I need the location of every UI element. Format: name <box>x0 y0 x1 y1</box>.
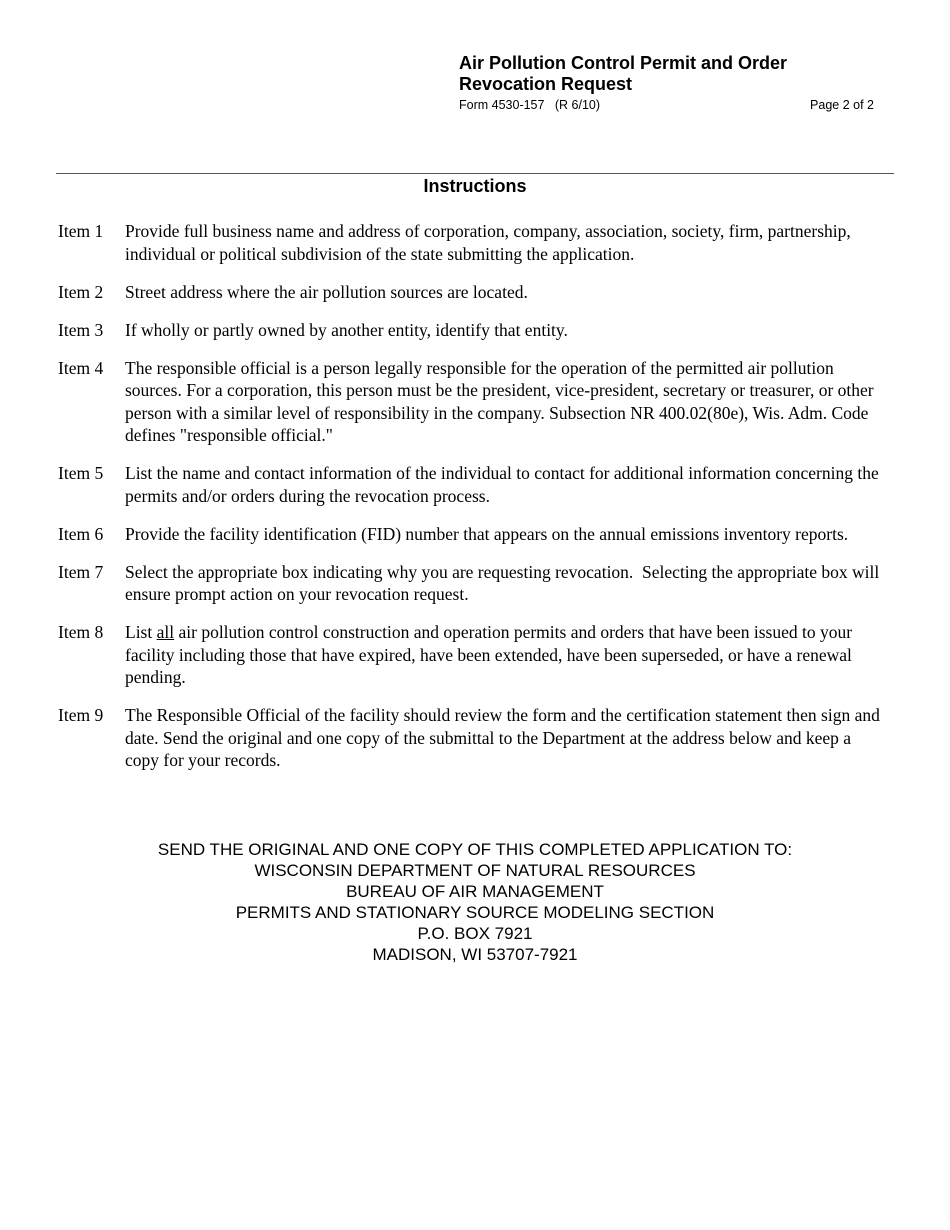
item-label: Item 1 <box>58 221 104 241</box>
item-text: List the name and contact information of the individual to contact for additional information concerning the permits and/or orders during the revocation process. <box>125 463 879 506</box>
item-label: Item 4 <box>58 357 104 378</box>
instruction-item-8 <box>58 621 888 689</box>
item-label: Item 3 <box>58 319 104 340</box>
item-label: Item 8 <box>58 622 104 642</box>
form-header <box>459 53 879 112</box>
instruction-item-9 <box>58 704 888 772</box>
mailing-line-2: WISCONSIN DEPARTMENT OF NATURAL RESOURCES <box>254 861 696 880</box>
item-label: Item 5 <box>58 463 104 483</box>
form-title-line-1: Air Pollution Control Permit and Order <box>459 53 788 73</box>
instructions-list <box>58 220 888 787</box>
item-text: If wholly or partly owned by another entity, identify that entity. <box>125 319 568 340</box>
instruction-item-1 <box>58 220 888 265</box>
form-number: Form 4530-157 (R 6/10) <box>459 98 601 112</box>
mailing-line-3: BUREAU OF AIR MANAGEMENT <box>346 882 604 901</box>
item-text-post: air pollution control construction and operation permits and orders that have been issued to your facility including those that have expired, have been extended, have been superseded, or have a renewal pending. <box>125 622 853 687</box>
item-label: Item 2 <box>58 281 104 302</box>
instruction-item-2 <box>58 281 888 304</box>
instruction-item-4 <box>58 357 888 447</box>
item-label: Item 6 <box>58 523 104 544</box>
instruction-item-7 <box>58 561 888 606</box>
mailing-line-4: PERMITS AND STATIONARY SOURCE MODELING SECTION <box>235 903 715 922</box>
item-text-pre: List <box>125 622 157 642</box>
mailing-line-5: P.O. BOX 7921 <box>417 924 533 943</box>
mailing-line-1: SEND THE ORIGINAL AND ONE COPY OF THIS COMPLETED APPLICATION TO: <box>157 840 793 859</box>
item-text: The responsible official is a person legally responsible for the operation of the permitted air pollution sources. For a corporation, this person must be the president, vice-president, secretary or treasurer, or other person with a similar level of responsibility in the company. Subsection NR 400.02(80e), Wis. Adm. Code defines "responsible official." <box>125 357 874 445</box>
form-meta <box>459 98 874 112</box>
item-label: Item 7 <box>58 561 104 582</box>
instruction-item-3 <box>58 319 888 342</box>
item-text: Provide the facility identification (FID) number that appears on the annual emissions inventory reports. <box>125 523 849 544</box>
item-text: The Responsible Official of the facility should review the form and the certification statement then sign and date. Send the original and one copy of the submittal to the Department at the address below and keep a copy for your records. <box>125 705 880 770</box>
item-label: Item 9 <box>58 705 104 725</box>
item-text <box>125 621 888 689</box>
mailing-line-6: MADISON, WI 53707-7921 <box>372 945 578 964</box>
instruction-item-5 <box>58 462 888 507</box>
item-text: Street address where the air pollution sources are located. <box>125 281 528 302</box>
item-text: Select the appropriate box indicating why you are requesting revocation. Selecting the appropriate box will ensure prompt action on your revocation request. <box>125 561 884 604</box>
page-number: Page 2 of 2 <box>810 98 874 112</box>
form-title-line-2: Revocation Request <box>459 74 633 94</box>
item-text-emphasis: all <box>156 622 175 642</box>
header-divider <box>56 173 894 174</box>
mailing-address <box>0 839 950 965</box>
instruction-item-6 <box>58 523 888 546</box>
item-text: Provide full business name and address of corporation, company, association, society, firm, partnership, individual or political subdivision of the state submitting the application. <box>125 221 851 264</box>
instructions-heading: Instructions <box>423 176 527 196</box>
